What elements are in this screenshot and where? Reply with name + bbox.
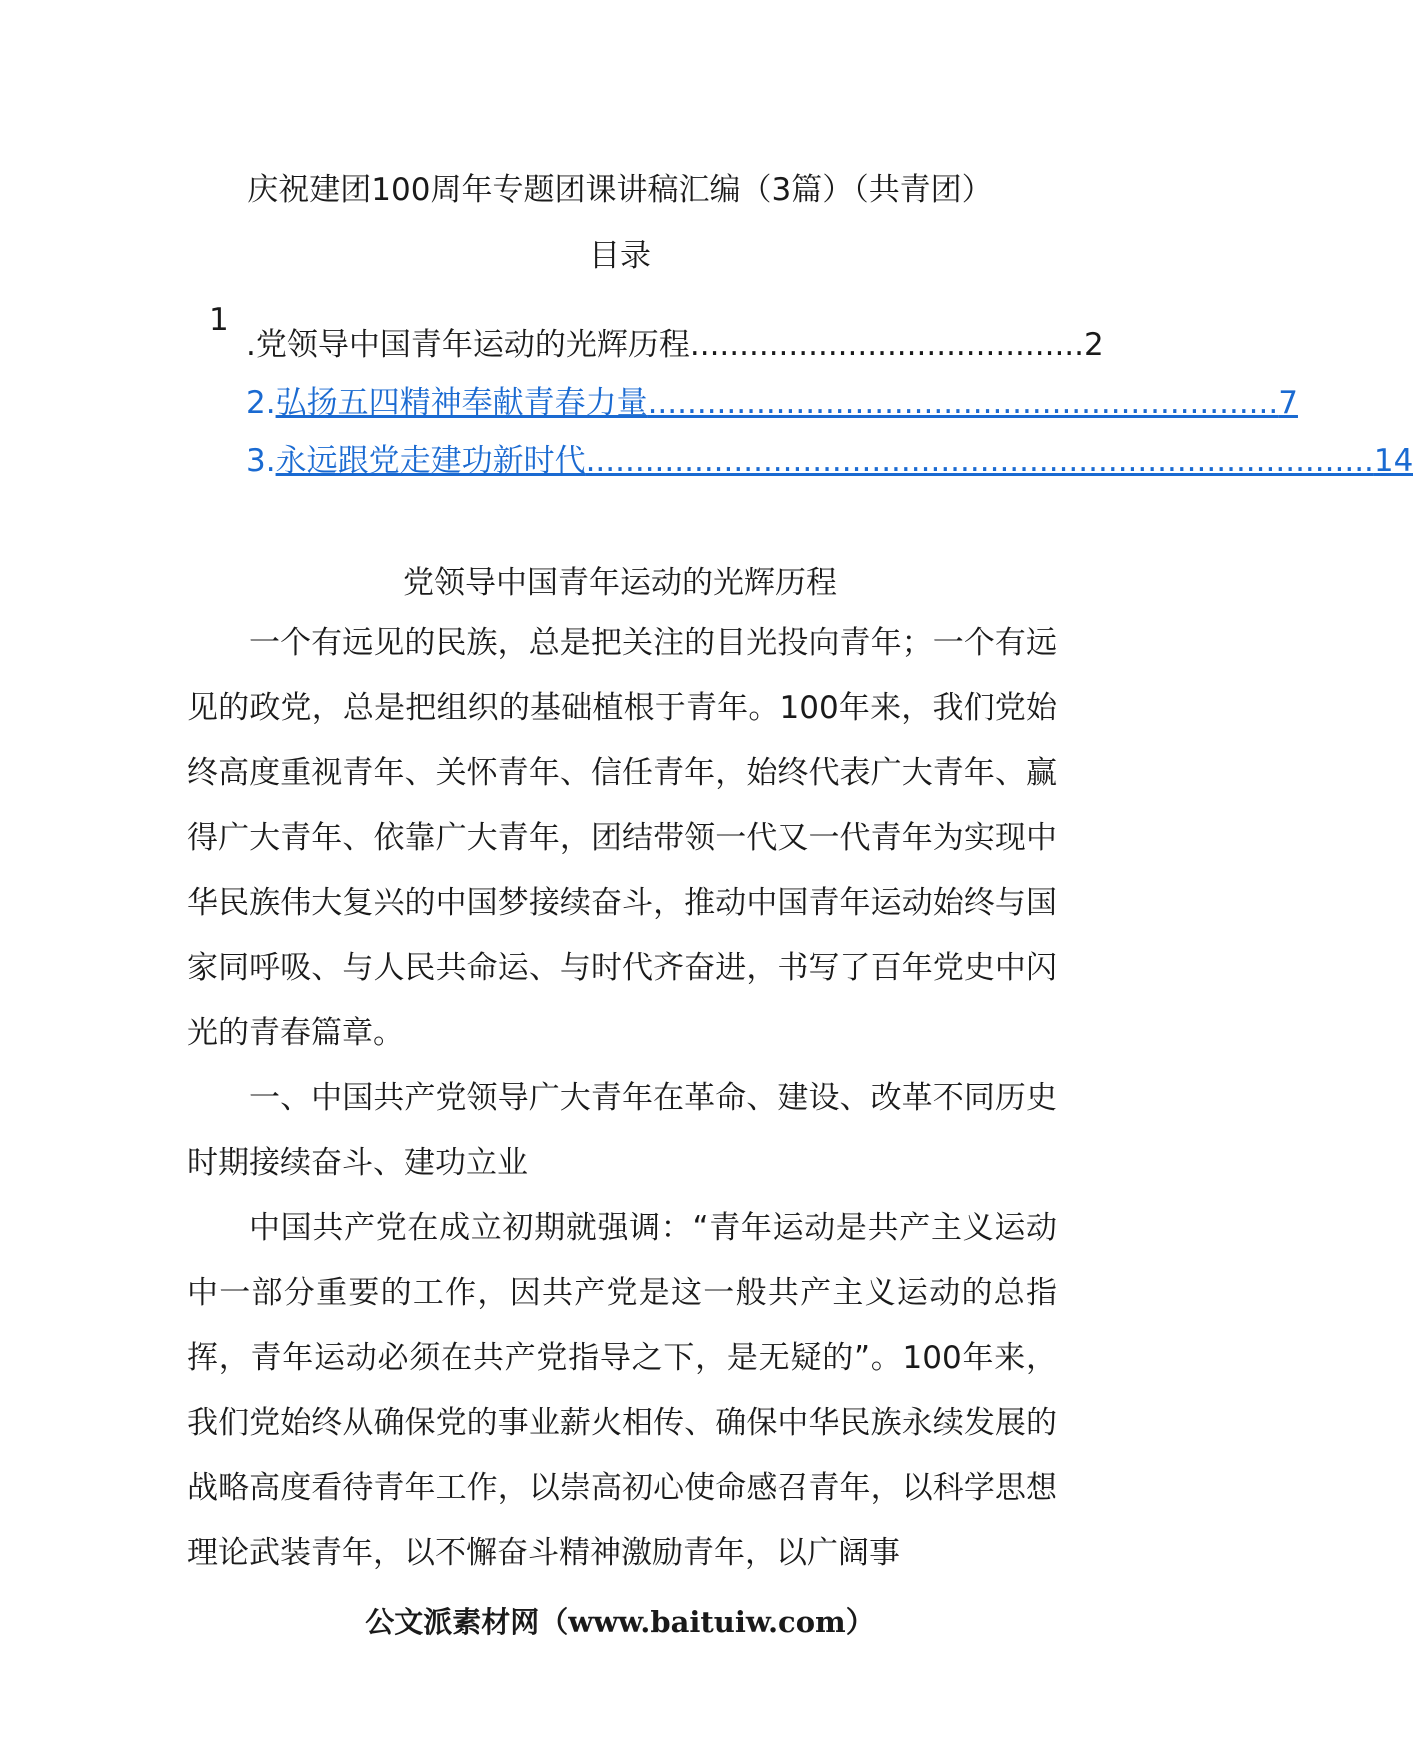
toc-leader-dots[interactable]: ................................................................................ xyxy=(585,443,1374,479)
toc-number: 1 xyxy=(209,302,229,338)
toc-entry-label xyxy=(246,439,586,483)
toc-page-number[interactable]: 14 xyxy=(1373,443,1413,479)
toc-page-number[interactable]: 7 xyxy=(1278,385,1298,421)
toc-entry-label xyxy=(246,381,648,425)
footer-source: 公文派素材网（www.baituiw.com） xyxy=(365,1605,875,1639)
toc-heading: 目录 xyxy=(589,238,651,274)
toc-entry-1[interactable] xyxy=(246,323,1104,367)
body-paragraph-heading-1: 一、中国共产党领导广大青年在革命、建设、改革不同历史时期接续奋斗、建功立业 xyxy=(187,1080,1057,1181)
toc-entry-number: 2. xyxy=(246,385,276,421)
toc-leader-dots[interactable]: ................................................................ xyxy=(647,385,1279,421)
body-paragraph-2: 中国共产党在成立初期就强调：“青年运动是共产主义运动中一部分重要的工作，因共产党是这一般共产主义运动的总指挥，青年运动必须在共产党指导之下，是无疑的”。100年来，我们党始终从确保党的事业薪火相传、确保中华民族永续发展的战略高度看待青年工作，以崇高初心使命感召青年，以科学思想理论武装青年，以不懈奋斗精神激励青年，以广阔事 xyxy=(187,1210,1057,1571)
toc-entry-2-link[interactable] xyxy=(246,381,1298,425)
section-heading: 党领导中国青年运动的光辉历程 xyxy=(403,565,837,601)
toc-page-number: 2 xyxy=(1084,327,1104,363)
toc-entry-text: .党领导中国青年运动的光辉历程 xyxy=(246,327,690,363)
toc-leader-dots: ........................................ xyxy=(689,327,1085,363)
body-paragraph-1: 一个有远见的民族，总是把关注的目光投向青年；一个有远见的政党，总是把组织的基础植根于青年。100年来，我们党始终高度重视青年、关怀青年、信任青年，始终代表广大青年、赢得广大青年、依靠广大青年，团结带领一代又一代青年为实现中华民族伟大复兴的中国梦接续奋斗，推动中国青年运动始终与国家同呼吸、与人民共命运、与时代齐奋进，书写了百年党史中闪光的青春篇章。 xyxy=(187,625,1057,1051)
toc-entry-number: 3. xyxy=(246,443,276,479)
toc-entry-text[interactable]: 永远跟党走建功新时代 xyxy=(275,443,586,479)
toc-entry-3-link[interactable] xyxy=(246,439,1413,483)
toc-entry-label xyxy=(246,323,690,367)
toc-entry-text[interactable]: 弘扬五四精神奉献青春力量 xyxy=(275,385,648,421)
document-title: 庆祝建团100周年专题团课讲稿汇编（3篇）（共青团） xyxy=(247,172,993,208)
